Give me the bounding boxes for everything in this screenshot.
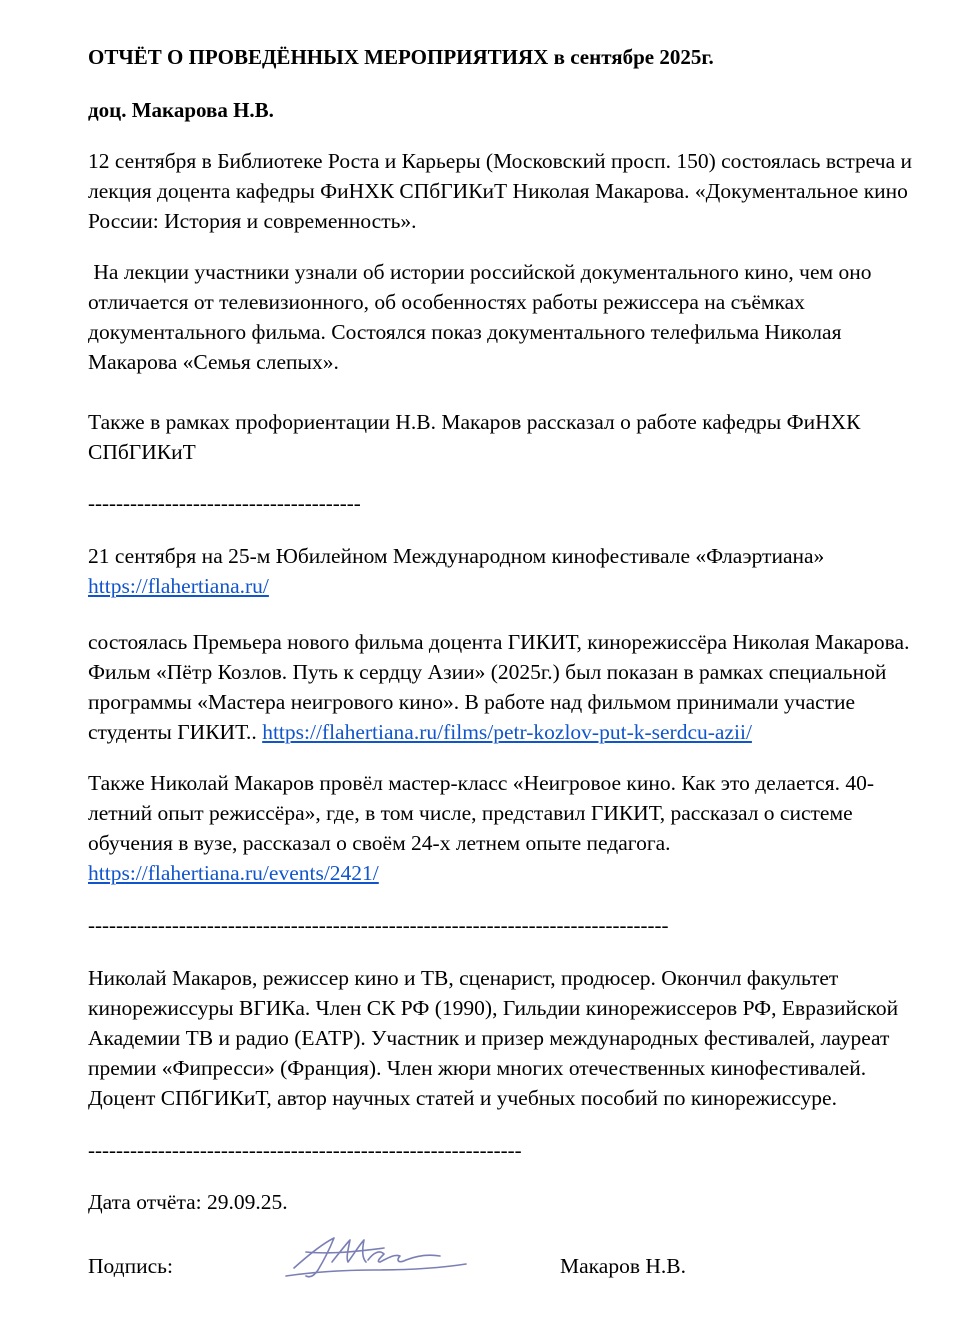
separator-line: ---------------------------------------	[88, 491, 361, 515]
paragraph-lecture-details: На лекции участники узнали об истории российской документального кино, чем оно отличается от телевизионного, об особенностях работы режиссера на съёмках документального фильма. Состоялся показ документального телефильма Николая Макарова «Семья слепых».	[88, 260, 877, 374]
paragraph-lecture: 12 сентября в Библиотеке Роста и Карьеры (Московский просп. 150) состоялась встреча и лекция доцента кафедры ФиНХК СПбГИКиТ Николая Макарова. «Документальное кино России: История и современность».	[88, 149, 913, 233]
report-date: Дата отчёта: 29.09.25.	[88, 1190, 288, 1214]
masterclass-text: Также Николай Макаров провёл мастер-класс «Неигровое кино. Как это делается. 40-летний опыт режиссёра», где, в том числе, представил ГИКИТ, рассказал о системе обучения в вузе, рассказал о своём 24-х летнем опыте педагога.	[88, 771, 875, 855]
paragraph-biography: Николай Макаров, режиссер кино и ТВ, сценарист, продюсер. Окончил факультет кинорежиссуры ВГИКа. Член СК РФ (1990), Гильдии кинорежиссеров РФ, Евразийской Академии ТВ и радио (ЕАТР). Участник и призер международных фестивалей, лауреат премии «Фипресси» (Франция). Член жюри многих отечественных кинофестивалей. Доцент СПбГИКиТ, автор научных статей и учебных пособий по кинорежиссуре.	[88, 966, 899, 1110]
signatory-name: Макаров Н.В.	[560, 1254, 686, 1278]
festival-link[interactable]: https://flahertiana.ru/	[88, 574, 269, 598]
paragraph-masterclass	[88, 768, 918, 888]
separator-line: -----------------------------------------------------------------------------------	[88, 913, 669, 937]
paragraph-festival	[88, 541, 918, 601]
signature-label: Подпись:	[88, 1254, 173, 1278]
report-author: доц. Макарова Н.В.	[88, 98, 274, 122]
event-link[interactable]: https://flahertiana.ru/events/2421/	[88, 861, 379, 885]
paragraph-premiere	[88, 627, 918, 747]
separator-line: --------------------------------------------------------------	[88, 1138, 522, 1162]
report-page	[88, 30, 918, 1217]
handwritten-signature	[284, 1232, 474, 1284]
film-link[interactable]: https://flahertiana.ru/films/petr-kozlov-put-k-serdcu-azii/	[262, 720, 752, 744]
paragraph-career-guidance: Также в рамках профориентации Н.В. Макаров рассказал о работе кафедры ФиНХК СПбГИКиТ	[88, 410, 861, 464]
signature-row	[88, 1232, 918, 1292]
report-title: ОТЧЁТ О ПРОВЕДЁННЫХ МЕРОПРИЯТИЯХ в сентябре 2025г.	[88, 45, 714, 69]
festival-text: 21 сентября на 25-м Юбилейном Международном кинофестивале «Флаэртиана»	[88, 544, 825, 568]
premiere-text: состоялась Премьера нового фильма доцента ГИКИТ, кинорежиссёра Николая Макарова. Фильм «Пётр Козлов. Путь к сердцу Азии» (2025г.) был показан в рамках специальной программы «Мастера неигрового кино». В работе над фильмом принимали участие студенты ГИКИТ..	[88, 630, 910, 744]
